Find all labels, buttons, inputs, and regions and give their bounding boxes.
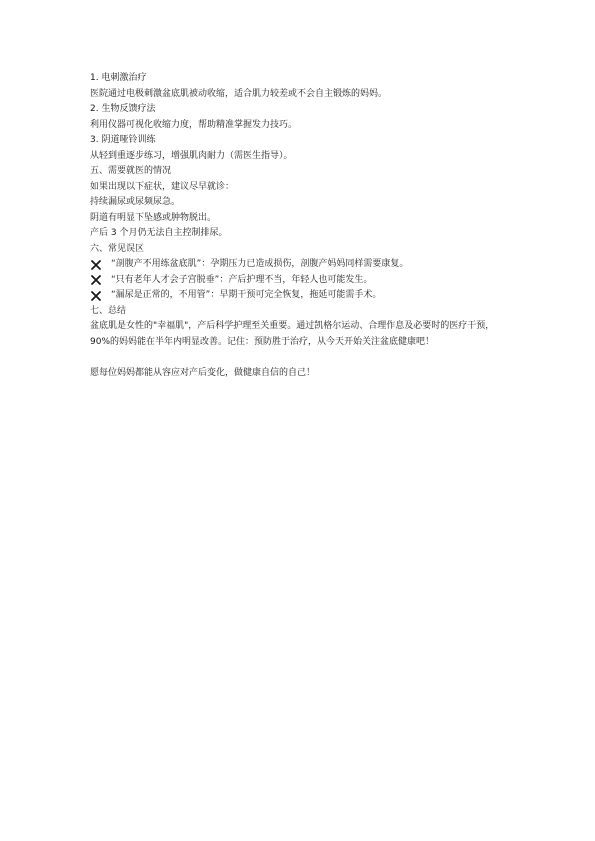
symptom-item-urination: 产后 3 个月仍无法自主控制排尿。: [90, 228, 228, 238]
document-body: [90, 71, 510, 381]
heading-common-myths: 六、常见误区: [90, 243, 145, 254]
myth-text: “只有老年人才会子宫脱垂”：产后护理不当，年轻人也可能发生。: [111, 274, 373, 285]
symptom-item-prolapse: 阴道有明显下坠感或肿物脱出。: [90, 212, 217, 223]
text-electrical-stimulation: 医院通过电极刺激盆底肌被动收缩，适合肌力较差或不会自主锻炼的妈妈。: [90, 88, 388, 99]
paragraph-spacer: [90, 350, 510, 366]
myth-item: [90, 257, 510, 273]
x-mark-icon: [90, 290, 102, 302]
myth-text: “剖腹产不用练盆底肌”：孕期压力已造成损伤，剖腹产妈妈同样需要康复。: [111, 259, 409, 269]
closing-line: 愿每位妈妈都能从容应对产后变化，做健康自信的自己！: [90, 367, 316, 378]
x-mark-icon: [90, 259, 102, 271]
section-item-vaginal-dumbbell: 3. 阴道哑铃训练: [90, 135, 156, 145]
summary-paragraph: 盆底肌是女性的"幸福肌"，产后科学护理至关重要。通过凯格尔运动、合理作息及必要时的医疗干预，90%的妈妈能在半年内明显改善。记住：预防胜于治疗，从今天开始关注盆底健康吧！: [90, 321, 495, 347]
myth-text: “漏尿是正常的，不用管”：早期干预可完全恢复，拖延可能需手术。: [111, 290, 382, 300]
symptom-item-leakage: 持续漏尿或尿频尿急。: [90, 197, 181, 207]
myth-item: [90, 273, 510, 289]
heading-summary: 七、总结: [90, 305, 127, 316]
text-biofeedback: 利用仪器可视化收缩力度，帮助精准掌握发力技巧。: [90, 119, 298, 130]
myth-item: [90, 288, 510, 304]
heading-see-doctor: 五、需要就医的情况: [90, 166, 172, 176]
text-see-doctor-intro: 如果出现以下症状，建议尽早就诊：: [90, 181, 235, 192]
x-mark-icon: [90, 274, 102, 286]
text-vaginal-dumbbell: 从轻到重逐步练习，增强肌肉耐力（需医生指导）。: [90, 150, 293, 161]
section-item-biofeedback: 2. 生物反馈疗法: [90, 104, 156, 114]
section-item-electrical-stimulation: 1. 电刺激治疗: [90, 73, 147, 83]
